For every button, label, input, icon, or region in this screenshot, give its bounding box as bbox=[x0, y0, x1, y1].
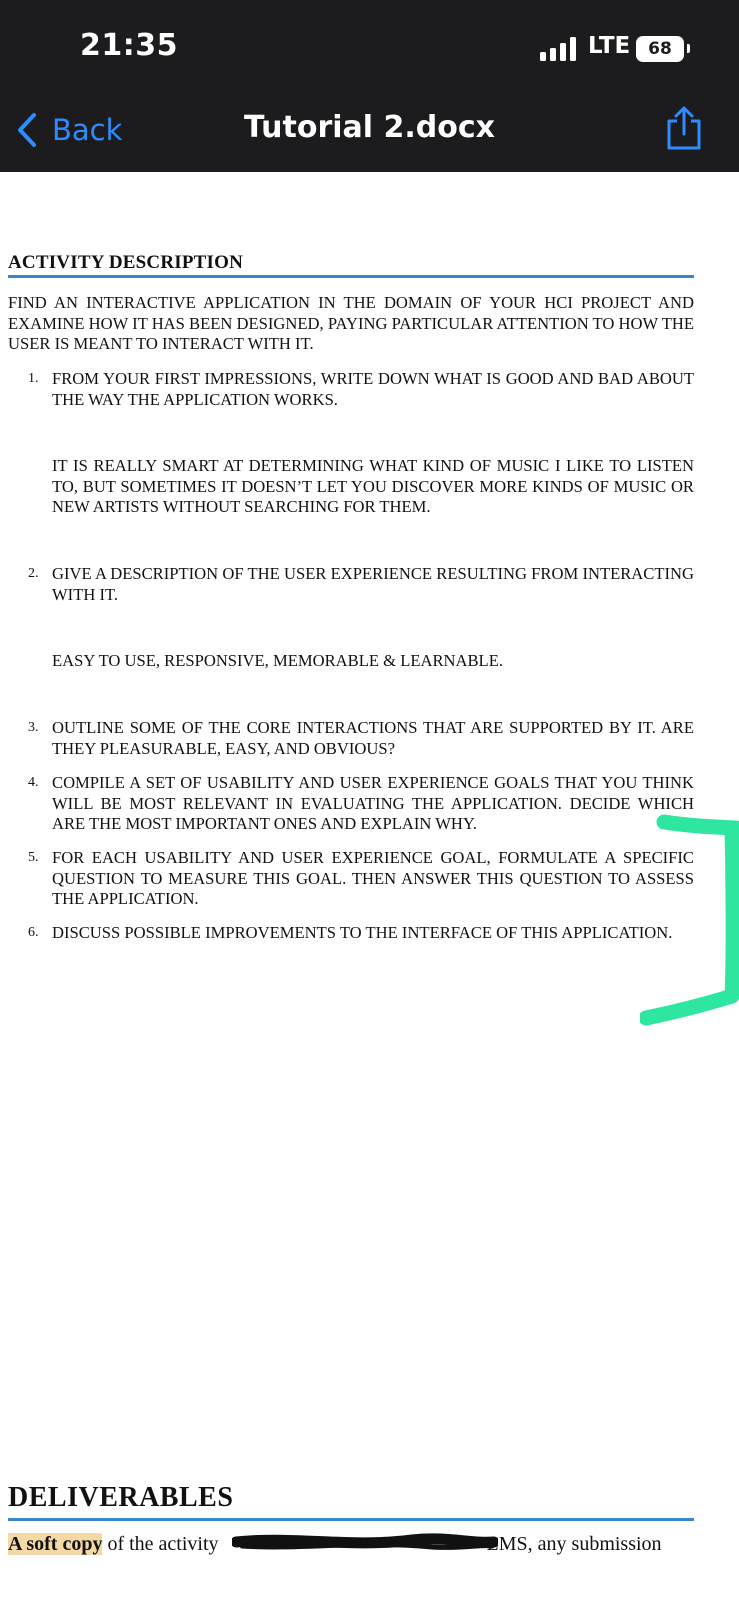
item-number: 2. bbox=[28, 566, 39, 581]
list-item bbox=[28, 369, 694, 410]
back-label: Back bbox=[52, 113, 123, 147]
top-chrome bbox=[0, 0, 739, 172]
list-item bbox=[28, 848, 694, 910]
item-text: DISCUSS POSSIBLE IMPROVEMENTS TO THE INTERFACE OF THIS APPLICATION. bbox=[52, 923, 673, 942]
item-number: 6. bbox=[28, 925, 39, 940]
deliverables-text-end: LMS, any submission bbox=[486, 1533, 662, 1555]
deliverables-text-start: of the activity bbox=[102, 1533, 219, 1555]
battery-nub bbox=[687, 44, 690, 53]
share-icon bbox=[664, 104, 704, 152]
item-text: COMPILE A SET OF USABILITY AND USER EXPERIENCE GOALS THAT YOU THINK WILL BE MOST RELEVANT IN EVALUATING THE APPLICATION. DECIDE WHICH ARE THE MOST IMPORTANT ONES AND EXPLAIN WHY. bbox=[52, 773, 694, 833]
answer-paragraph: EASY TO USE, RESPONSIVE, MEMORABLE & LEARNABLE. bbox=[52, 651, 503, 670]
item-number: 5. bbox=[28, 850, 39, 865]
network-type: LTE bbox=[588, 33, 631, 59]
deliverables-paragraph bbox=[8, 1532, 708, 1556]
list-item bbox=[28, 564, 694, 605]
list-item bbox=[28, 773, 694, 835]
item-number: 4. bbox=[28, 775, 39, 790]
status-time: 21:35 bbox=[80, 28, 178, 63]
battery-icon: 68 bbox=[636, 36, 684, 62]
heading-rule bbox=[8, 275, 694, 278]
item-number: 1. bbox=[28, 371, 39, 386]
list-item bbox=[28, 718, 694, 759]
deliverables-heading: DELIVERABLES bbox=[8, 1482, 234, 1513]
answer-paragraph: IT IS REALLY SMART AT DETERMINING WHAT KIND OF MUSIC I LIKE TO LISTEN TO, BUT SOMETIMES IT DOESN’T LET YOU DISCOVER MORE KINDS OF MUSIC OR NEW ARTISTS WITHOUT SEARCHING FOR THEM. bbox=[52, 456, 694, 516]
signal-bars-icon bbox=[540, 37, 576, 61]
item-number: 3. bbox=[28, 720, 39, 735]
document-page bbox=[0, 172, 739, 1600]
heading-rule bbox=[8, 1518, 694, 1521]
activity-heading: ACTIVITY DESCRIPTION bbox=[8, 252, 244, 273]
list-item bbox=[28, 923, 694, 944]
item-text: FOR EACH USABILITY AND USER EXPERIENCE GOAL, FORMULATE A SPECIFIC QUESTION TO MEASURE THIS GOAL. THEN ANSWER THIS QUESTION TO ASSESS THE APPLICATION. bbox=[52, 848, 694, 908]
item-text: FROM YOUR FIRST IMPRESSIONS, WRITE DOWN WHAT IS GOOD AND BAD ABOUT THE WAY THE APPLICATION WORKS. bbox=[52, 369, 694, 409]
item-text: GIVE A DESCRIPTION OF THE USER EXPERIENCE RESULTING FROM INTERACTING WITH IT. bbox=[52, 564, 694, 604]
share-button[interactable] bbox=[664, 104, 704, 152]
highlighted-text: A soft copy bbox=[8, 1533, 103, 1555]
item-text: OUTLINE SOME OF THE CORE INTERACTIONS THAT ARE SUPPORTED BY IT. ARE THEY PLEASURABLE, EASY, AND OBVIOUS? bbox=[52, 718, 694, 758]
document-title: Tutorial 2.docx bbox=[243, 110, 495, 145]
intro-paragraph: FIND AN INTERACTIVE APPLICATION IN THE DOMAIN OF YOUR HCI PROJECT AND EXAMINE HOW IT HAS BEEN DESIGNED, PAYING PARTICULAR ATTENTION TO HOW THE USER IS MEANT TO INTERACT WITH IT. bbox=[8, 293, 694, 353]
